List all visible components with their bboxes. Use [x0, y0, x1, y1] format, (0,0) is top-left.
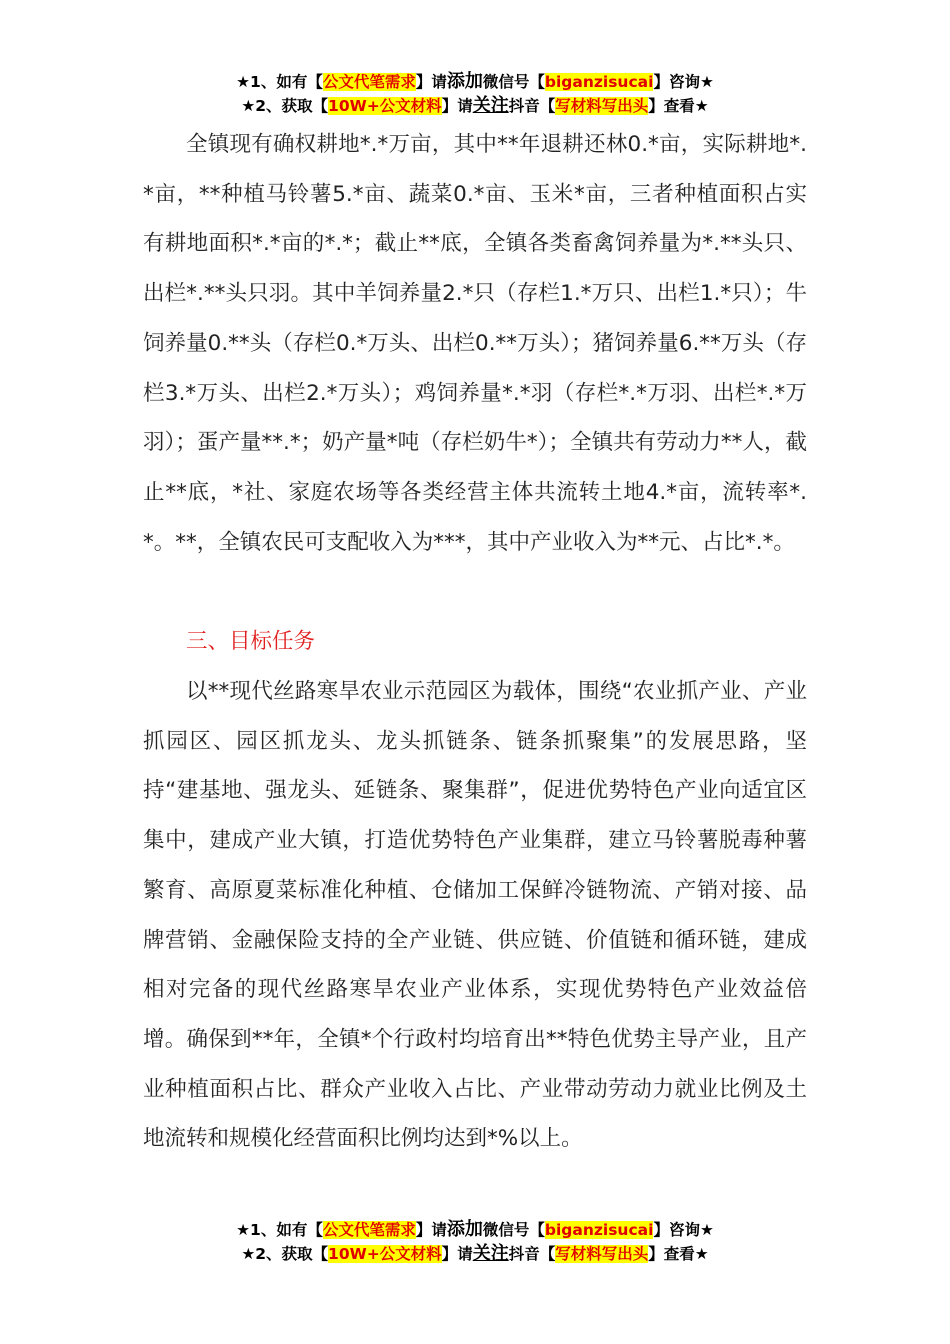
- highlight-douyin-account: 写材料写出头: [555, 1245, 649, 1263]
- banner-line-1: [0, 1218, 950, 1242]
- banner-text: 】请: [415, 73, 447, 91]
- section-heading: 三、目标任务: [186, 629, 316, 654]
- top-banner: [0, 70, 950, 118]
- paragraph-target-tasks: 以**现代丝路寒旱农业示范园区为载体，围绕“农业抓产业、产业抓园区、园区抓龙头、龙头抓链条、链条抓聚集”的发展思路，坚持“建基地、强龙头、延链条、聚集群”，促进优势特色产业向适宜区集中，建成产业大镇，打造优势特色产业集群，建立马铃薯脱毒种薯繁育、高原夏菜标准化种植、仓储加工保鲜冷链物流、产销对接、品牌营销、金融保险支持的全产业链、供应链、价值链和循环链，建成相对完备的现代丝路寒旱农业产业体系，实现优势特色产业效益倍增。确保到**年，全镇*个行政村均培育出**特色优势主导产业，且产业种植面积占比、群众产业收入占比、产业带动劳动力就业比例及土地流转和规模化经营面积比例均达到*%以上。: [143, 679, 807, 1152]
- banner-text: ★2、获取【: [241, 97, 329, 115]
- highlight-douyin-account: 写材料写出头: [555, 97, 649, 115]
- highlight-materials: 10W+公文材料: [328, 1245, 442, 1263]
- banner-text: ★1、如有【: [236, 1221, 323, 1239]
- bottom-banner: [0, 1218, 950, 1266]
- banner-text: 微信号【: [482, 73, 545, 91]
- paragraph-land-livestock: 全镇现有确权耕地*.*万亩，其中**年退耕还林0.*亩，实际耕地*.*亩，**种植马铃薯5.*亩、蔬菜0.*亩、玉米*亩，三者种植面积占实有耕地面积*.*亩的*.*；截止**底，全镇各类畜禽饲养量为*.**头只、出栏*.**头只羽。其中羊饲养量2.*只（存栏1.*万只、出栏1.*只）；牛饲养量0.**头（存栏0.*万头、出栏0.**万头）；猪饲养量6.**万头（存栏3.*万头、出栏2.*万头）；鸡饲养量*.*羽（存栏*.*万羽、出栏*.*万羽）；蛋产量**.*；奶产量*吨（存栏奶牛*）；全镇共有劳动力**人，截止**底，*社、家庭农场等各类经营主体共流转土地4.*亩，流转率*.*。**，全镇农民可支配收入为***，其中产业收入为**元、占比*.*。: [143, 132, 807, 555]
- banner-emphasis: 添加: [446, 71, 483, 92]
- banner-emphasis: 添加: [446, 1219, 483, 1240]
- banner-text: 抖音【: [508, 97, 556, 115]
- banner-text: ★1、如有【: [236, 73, 323, 91]
- highlight-ghostwriting: 公文代笔需求: [322, 1221, 416, 1239]
- banner-emphasis: 关注: [472, 95, 509, 116]
- banner-text: ★2、获取【: [241, 1245, 329, 1263]
- banner-text: 】咨询★: [653, 73, 714, 91]
- banner-text: 】请: [441, 1245, 473, 1263]
- banner-line-1: [0, 70, 950, 94]
- highlight-wechat-id: biganzisucai: [544, 1221, 654, 1239]
- banner-emphasis: 关注: [472, 1243, 509, 1264]
- highlight-materials: 10W+公文材料: [328, 97, 442, 115]
- banner-text: 】查看★: [648, 97, 709, 115]
- banner-text: 抖音【: [508, 1245, 556, 1263]
- banner-line-2: [0, 94, 950, 118]
- highlight-wechat-id: biganzisucai: [544, 73, 654, 91]
- highlight-ghostwriting: 公文代笔需求: [322, 73, 416, 91]
- banner-text: 】查看★: [648, 1245, 709, 1263]
- banner-text: 】咨询★: [653, 1221, 714, 1239]
- banner-text: 微信号【: [482, 1221, 545, 1239]
- banner-text: 】请: [415, 1221, 447, 1239]
- banner-line-2: [0, 1242, 950, 1266]
- banner-text: 】请: [441, 97, 473, 115]
